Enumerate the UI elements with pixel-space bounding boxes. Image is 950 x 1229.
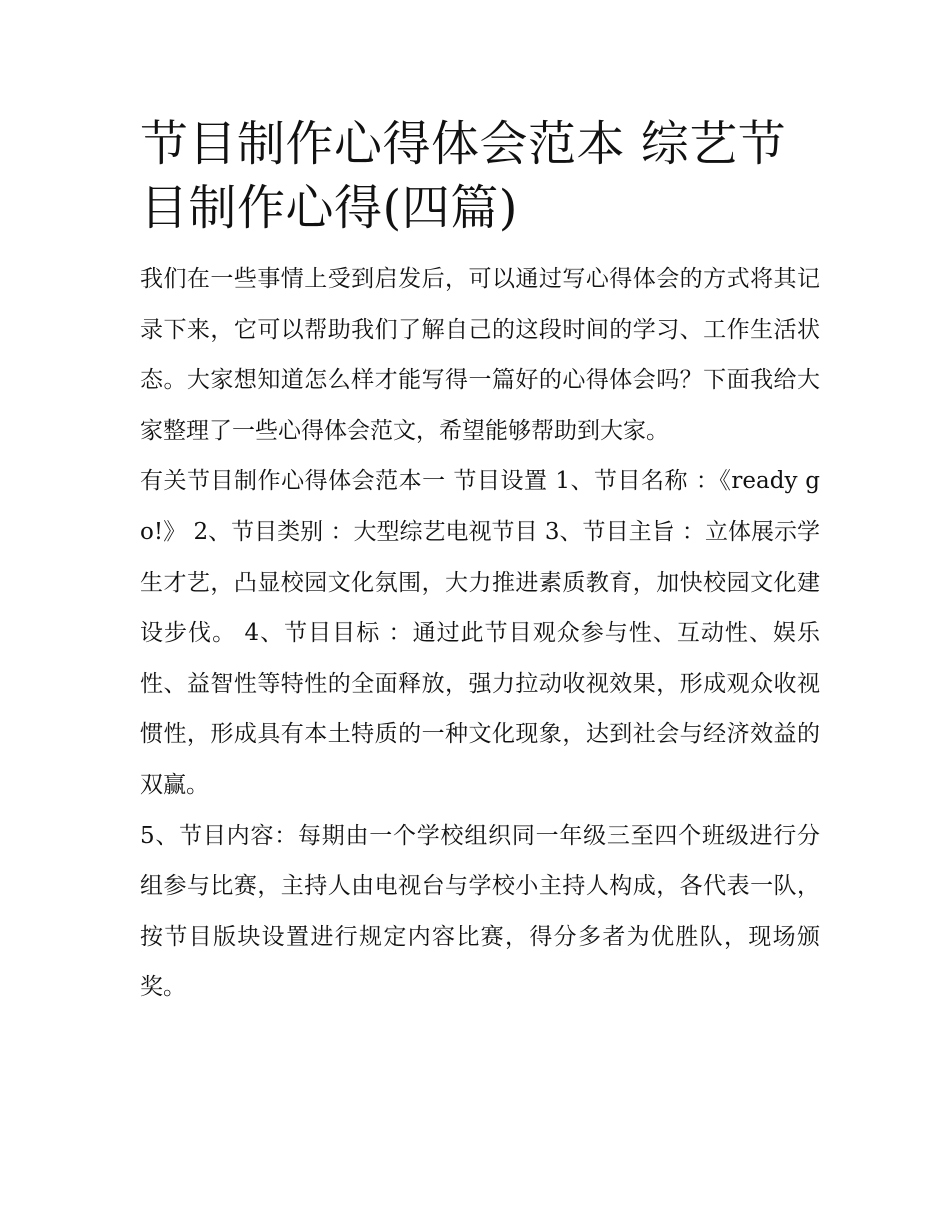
- document-page: [140, 112, 820, 1013]
- program-content-paragraph: 5、节目内容：每期由一个学校组织同一年级三至四个班级进行分组参与比赛，主持人由电视台与学校小主持人构成，各代表一队，按节目版块设置进行规定内容比赛，得分多者为优胜队，现场颁奖。: [140, 822, 820, 1001]
- program-settings-paragraph: 有关节目制作心得体会范本一 节目设置 1、节目名称 ：《ready go!》 2、节目类别 ：大型综艺电视节目 3、节目主旨 ：立体展示学生才艺，凸显校园文化氛围，大力推进素质教育，加快校园文化建设步伐。 4、节目目标 ：通过此节目观众参与性、互动性、娱乐性、益智性等特性的全面释放，强力拉动收视效果，形成观众收视惯性，形成具有本土特质的一种文化现象，达到社会与经济效益的双赢。: [140, 468, 820, 798]
- intro-paragraph: 我们在一些事情上受到启发后，可以通过写心得体会的方式将其记录下来，它可以帮助我们了解自己的这段时间的学习、工作生活状态。大家想知道怎么样才能写得一篇好的心得体会吗？下面我给大家整理了一些心得体会范文，希望能够帮助到大家。: [140, 266, 820, 444]
- document-title: 节目制作心得体会范本 综艺节目制作心得(四篇): [140, 116, 787, 236]
